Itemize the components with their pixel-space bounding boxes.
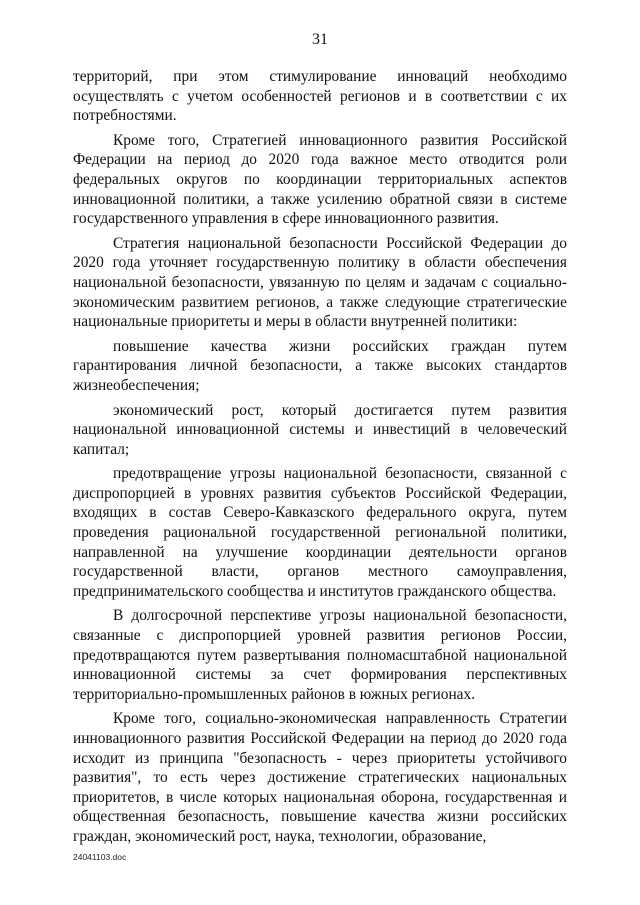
paragraph: Кроме того, Стратегией инновационного развития Российской Федерации на период до 2020 года важное место отводится роли федеральных округов по координации территориальных аспектов инновационной политики, а также усилению обратной связи в системе государственного управления в сфере инновационного развития. [73,131,567,228]
list-item: предотвращение угрозы национальной безопасности, связанной с диспропорцией в уровнях развития субъектов Российской Федерации, входящих в состав Северо-Кавказского федерального округа, путем проведения рациональной государственной региональной политики, направленной на улучшение координации деятельности органов государственной власти, органов местного самоуправления, предпринимательского сообщества и институтов гражданского общества. [73,465,567,600]
document-body [73,67,567,852]
page-number: 31 [312,31,328,48]
list-item: экономический рост, который достигается путем развития национальной инновационной системы и инвестиций в человеческий капитал; [73,401,567,458]
footer-filename: 24041103.doc [73,852,127,862]
paragraph-continuation: территорий, при этом стимулирование инноваций необходимо осуществлять с учетом особенностей регионов и в соответствии с их потребностями. [73,68,567,125]
list-item: повышение качества жизни российских граждан путем гарантирования личной безопасности, а также высоких стандартов жизнеобеспечения; [73,337,567,394]
paragraph: Кроме того, социально-экономическая направленность Стратегии инновационного развития Российской Федерации на период до 2020 года исходит из принципа "безопасность - через приоритеты устойчивого развития", то есть через достижение стратегических национальных приоритетов, в числе которых национальная оборона, государственная и общественная безопасность, повышение качества жизни российских граждан, экономический рост, наука, технологии, образование, [73,710,567,845]
paragraph: Стратегия национальной безопасности Российской Федерации до 2020 года уточняет государственную политику в области обеспечения национальной безопасности, увязанную по целям и задачам с социально-экономическим развитием регионов, а также следующие стратегические национальные приоритеты и меры в области внутренней политики: [73,234,567,331]
paragraph: В долгосрочной перспективе угрозы национальной безопасности, связанные с диспропорцией уровней развития регионов России, предотвращаются путем развертывания полномасштабной национальной инновационной системы за счет формирования перспективных территориально-промышленных районов в южных регионах. [73,607,567,703]
